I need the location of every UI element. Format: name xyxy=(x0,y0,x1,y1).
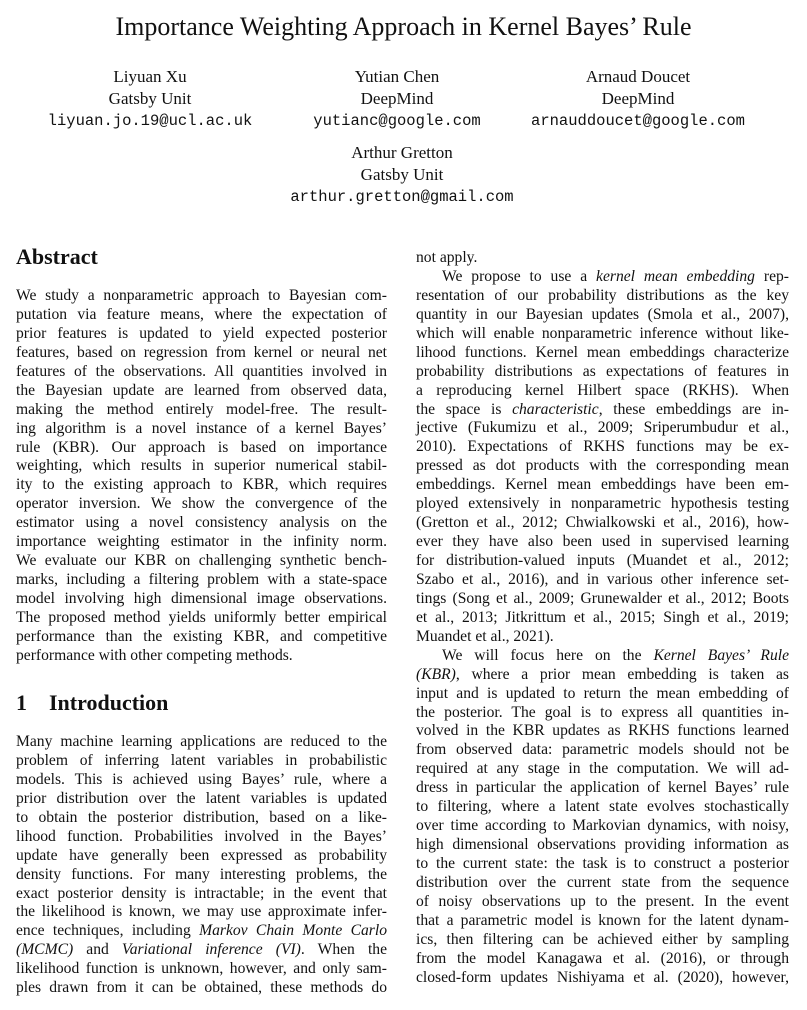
text-line xyxy=(16,495,387,514)
section-heading-introduction xyxy=(16,690,168,716)
emphasized-text: (MCMC) xyxy=(16,941,74,959)
text-span: the space is xyxy=(416,400,513,418)
text-line xyxy=(16,420,387,439)
text-span: dress in particular the application of kernel Bayes’ rule xyxy=(416,779,789,797)
text-span: We propose to use a xyxy=(442,267,597,285)
text-span: pressed as dot products with the corresponding mean xyxy=(416,457,789,475)
paper-title: Importance Weighting Approach in Kernel Bayes’ Rule xyxy=(115,12,692,41)
text-line xyxy=(16,752,387,771)
text-line xyxy=(16,382,387,401)
emphasized-text: characteristic xyxy=(512,400,599,418)
author-name: Yutian Chen xyxy=(354,67,440,86)
author-block xyxy=(267,66,527,132)
text-span: et al., 2013; Jitkrittum et al., 2015; Singh et al., 2019; xyxy=(416,608,789,626)
text-span: models. This is achieved using Bayes’ rule, where a xyxy=(16,770,387,788)
text-span: and xyxy=(73,941,122,959)
text-line xyxy=(416,685,789,704)
text-line xyxy=(416,912,789,931)
section-title: Introduction xyxy=(49,690,169,715)
text-span: weighting, which results in superior numerical stabil- xyxy=(16,457,387,475)
text-span: features, based on regression from kernel or neural net xyxy=(16,343,387,361)
text-span: operator inversion. We show the convergence of the xyxy=(16,495,387,513)
text-span: importance weighting estimator in the infinity norm. xyxy=(16,533,387,551)
text-line xyxy=(416,401,789,420)
text-line xyxy=(16,306,387,325)
author-affiliation: DeepMind xyxy=(360,89,434,108)
text-line xyxy=(16,733,387,752)
text-line xyxy=(416,382,789,401)
text-span: (Gretton et al., 2012; Chwialkowski et al., 2016), how- xyxy=(416,514,789,532)
text-line xyxy=(16,960,387,979)
text-span: We will focus here on the xyxy=(442,646,654,664)
text-span: of noisy observations up to the present. In the event xyxy=(416,892,789,910)
emphasized-text: (KBR) xyxy=(416,665,456,683)
text-span: prior distribution over the latent variables is updated xyxy=(16,789,387,807)
text-span: required at any stage in the computation. We will ad- xyxy=(416,760,789,778)
text-span: Szabo et al., 2016), and in various other inference set- xyxy=(416,570,789,588)
text-line xyxy=(416,306,789,325)
text-line xyxy=(416,779,789,798)
section-number: 1 xyxy=(16,690,27,715)
paragraph xyxy=(416,647,789,988)
text-line xyxy=(16,903,387,922)
text-span: to obtain the posterior distribution, based on a like- xyxy=(16,808,387,826)
text-span: model involving high dimensional image observations. xyxy=(16,590,387,607)
text-line xyxy=(16,885,387,904)
paragraph xyxy=(416,268,789,647)
author-name: Arthur Gretton xyxy=(351,143,453,162)
author-block xyxy=(20,66,280,132)
author-affiliation: DeepMind xyxy=(601,89,675,108)
text-line xyxy=(416,363,789,382)
text-span: ever they have also been used in supervised learning xyxy=(416,533,789,551)
text-span: Many machine learning applications are reduced to the xyxy=(16,733,387,750)
text-line xyxy=(416,855,789,874)
text-span: making the method entirely model-free. The result- xyxy=(16,400,387,418)
text-line xyxy=(416,722,789,741)
text-line xyxy=(16,325,387,344)
text-span: The proposed method yields uniformly better empirical xyxy=(16,608,387,626)
text-span: , where a prior mean embedding is taken as xyxy=(455,665,789,683)
text-line xyxy=(16,439,387,458)
text-span: ics, then filtering can be achieved either by sampling xyxy=(416,930,789,948)
text-span: not apply. xyxy=(416,249,478,266)
text-line xyxy=(16,590,387,609)
text-span: features of the observations. All quantities involved in xyxy=(16,362,387,380)
text-line xyxy=(416,514,789,533)
text-span: exact posterior density is intractable; in the event that xyxy=(16,884,387,902)
author-affiliation: Gatsby Unit xyxy=(108,89,192,108)
emphasized-text: Markov Chain Monte Carlo xyxy=(199,922,387,940)
text-line xyxy=(416,249,789,268)
text-line xyxy=(16,476,387,495)
text-line xyxy=(416,969,789,988)
text-line xyxy=(16,628,387,647)
text-span: tings (Song et al., 2009; Grunewalder et al., 2012; Boots xyxy=(416,589,789,607)
text-line xyxy=(416,760,789,779)
text-line xyxy=(416,287,789,306)
text-span: from the model Kanagawa et al. (2016), or through xyxy=(416,949,789,967)
text-span: probability distributions as expectations of features in xyxy=(416,362,789,380)
text-line xyxy=(416,344,789,363)
text-line xyxy=(416,609,789,628)
text-span: closed-form updates Nishiyama et al. (2020), however, xyxy=(416,968,789,986)
paragraph xyxy=(16,287,387,666)
text-line xyxy=(416,628,789,647)
emphasized-text: Variational inference (VI) xyxy=(121,941,301,959)
author-block xyxy=(508,66,768,132)
text-line xyxy=(416,268,789,287)
text-span: ing algorithm is a novel instance of a kernel Bayes’ xyxy=(16,419,387,437)
abstract-heading: Abstract xyxy=(16,244,98,269)
text-span: from observed data: parametric models should not be xyxy=(416,741,789,759)
emphasized-text: kernel mean embedding xyxy=(596,267,755,285)
text-line xyxy=(16,809,387,828)
text-span: the posterior. The goal is to express all quantities in- xyxy=(416,703,789,721)
text-line xyxy=(16,647,387,666)
paragraph xyxy=(416,249,789,268)
text-line xyxy=(416,325,789,344)
text-line xyxy=(16,457,387,476)
text-line xyxy=(16,571,387,590)
text-span: the Bayesian update are learned from observed data, xyxy=(16,381,387,399)
text-line xyxy=(416,817,789,836)
text-span: that a parametric model is known for the latent dynam- xyxy=(416,911,789,929)
text-span: prior features is updated to yield expected posterior xyxy=(16,324,387,342)
text-line xyxy=(416,476,789,495)
text-line xyxy=(416,950,789,969)
text-line xyxy=(16,771,387,790)
intro-left-column xyxy=(16,733,387,998)
text-line xyxy=(16,401,387,420)
paragraph xyxy=(16,733,387,998)
text-span: We study a nonparametric approach to Bayesian com- xyxy=(16,287,387,304)
text-line xyxy=(16,828,387,847)
text-line xyxy=(416,590,789,609)
abstract-body xyxy=(16,287,387,666)
author-affiliation: Gatsby Unit xyxy=(360,165,444,184)
text-line xyxy=(416,931,789,950)
text-line xyxy=(416,741,789,760)
author-block xyxy=(272,142,532,208)
text-line xyxy=(416,571,789,590)
intro-right-column xyxy=(416,249,789,988)
text-span: resentation of our probability distributions as the key xyxy=(416,286,789,304)
text-line xyxy=(416,836,789,855)
text-line xyxy=(416,704,789,723)
author-email: arthur.gretton@gmail.com xyxy=(290,188,514,206)
text-span: volved in the KBR updates as RKHS functions learned xyxy=(416,722,789,740)
text-span: putation via feature means, where the expectation of xyxy=(16,305,387,323)
text-span: a reproducing kernel Hilbert space (RKHS). When xyxy=(416,381,789,399)
text-span: rule (KBR). Our approach is based on importance xyxy=(16,438,387,456)
text-line xyxy=(416,419,789,438)
text-span: over time according to Markovian dynamics, with noisy, xyxy=(416,817,789,835)
emphasized-text: Kernel Bayes’ Rule xyxy=(653,646,789,664)
text-line xyxy=(16,514,387,533)
text-span: 2010). Expectations of RKHS functions may be ex- xyxy=(416,438,789,456)
text-span: marks, including a filtering problem with a state-space xyxy=(16,571,387,589)
text-span: update have generally been expressed as probability xyxy=(16,846,387,864)
text-span: distribution over the current state from the sequence xyxy=(416,873,789,891)
author-name: Arnaud Doucet xyxy=(585,67,691,86)
text-span: estimator using a novel consistency analysis on the xyxy=(16,514,387,532)
text-line xyxy=(16,847,387,866)
text-span: problem of inferring latent variables in probabilistic xyxy=(16,751,387,769)
text-line xyxy=(16,609,387,628)
author-email: yutianc@google.com xyxy=(313,112,481,130)
text-span: the likelihood is known, we may use approximate infer- xyxy=(16,903,387,921)
author-name: Liyuan Xu xyxy=(113,67,187,86)
text-span: quantity in our Bayesian updates (Smola et al., 2007), xyxy=(416,305,789,323)
text-span: rep- xyxy=(754,267,789,285)
text-line xyxy=(416,647,789,666)
text-line xyxy=(16,533,387,552)
text-span: for distribution-valued inputs (Muandet et al., 2012; xyxy=(416,552,789,569)
text-span: . When the xyxy=(300,941,388,959)
text-span: to the current state: the task is to construct a posterior xyxy=(416,855,789,872)
text-line xyxy=(416,457,789,476)
text-line xyxy=(16,363,387,382)
text-span: ity to the existing approach to KBR, which requires xyxy=(16,476,387,494)
text-span: We evaluate our KBR on challenging synthetic bench- xyxy=(16,552,387,570)
text-span: lihood functions. Kernel mean embeddings characterize xyxy=(416,343,789,361)
text-line xyxy=(416,893,789,912)
text-span: density functions. For many interesting problems, the xyxy=(16,865,387,883)
text-span: jective (Fukumizu et al., 2009; Sriperumbudur et al., xyxy=(416,419,789,437)
text-span: embeddings. Kernel mean embeddings have been em- xyxy=(416,476,789,494)
text-span: to filtering, where a latent state evolves stochastically xyxy=(416,798,789,816)
text-span: lihood function. Probabilities involved in the Bayes’ xyxy=(16,827,387,845)
text-line xyxy=(16,344,387,363)
text-line xyxy=(16,866,387,885)
text-span: , these embeddings are in- xyxy=(598,400,790,418)
text-line xyxy=(416,798,789,817)
text-span: which will enable nonparametric inference without like- xyxy=(416,324,789,342)
text-line xyxy=(416,552,789,571)
text-span: input and is updated to return the mean embedding of xyxy=(416,684,789,702)
text-span: Muandet et al., 2021). xyxy=(416,627,554,645)
text-line xyxy=(16,941,387,960)
text-line xyxy=(16,790,387,809)
text-line xyxy=(416,533,789,552)
text-span: performance with other competing methods. xyxy=(16,646,293,664)
text-line xyxy=(16,979,387,998)
text-line xyxy=(16,287,387,306)
author-email: liyuan.jo.19@ucl.ac.uk xyxy=(47,112,253,130)
text-line xyxy=(416,495,789,514)
text-span: high dimensional observations providing information as xyxy=(416,836,789,854)
text-line xyxy=(416,874,789,893)
text-line xyxy=(16,552,387,571)
text-line xyxy=(416,438,789,457)
text-span: likelihood function is unknown, however, and only sam- xyxy=(16,960,387,978)
text-line xyxy=(16,922,387,941)
text-span: ence techniques, including xyxy=(16,922,200,940)
text-line xyxy=(416,666,789,685)
text-span: ples drawn from it can be obtained, these methods do xyxy=(16,979,387,997)
text-span: performance than the existing KBR, and competitive xyxy=(16,627,387,645)
text-span: ployed extensively in nonparametric hypothesis testing xyxy=(416,495,789,513)
author-email: arnauddoucet@google.com xyxy=(531,112,745,130)
